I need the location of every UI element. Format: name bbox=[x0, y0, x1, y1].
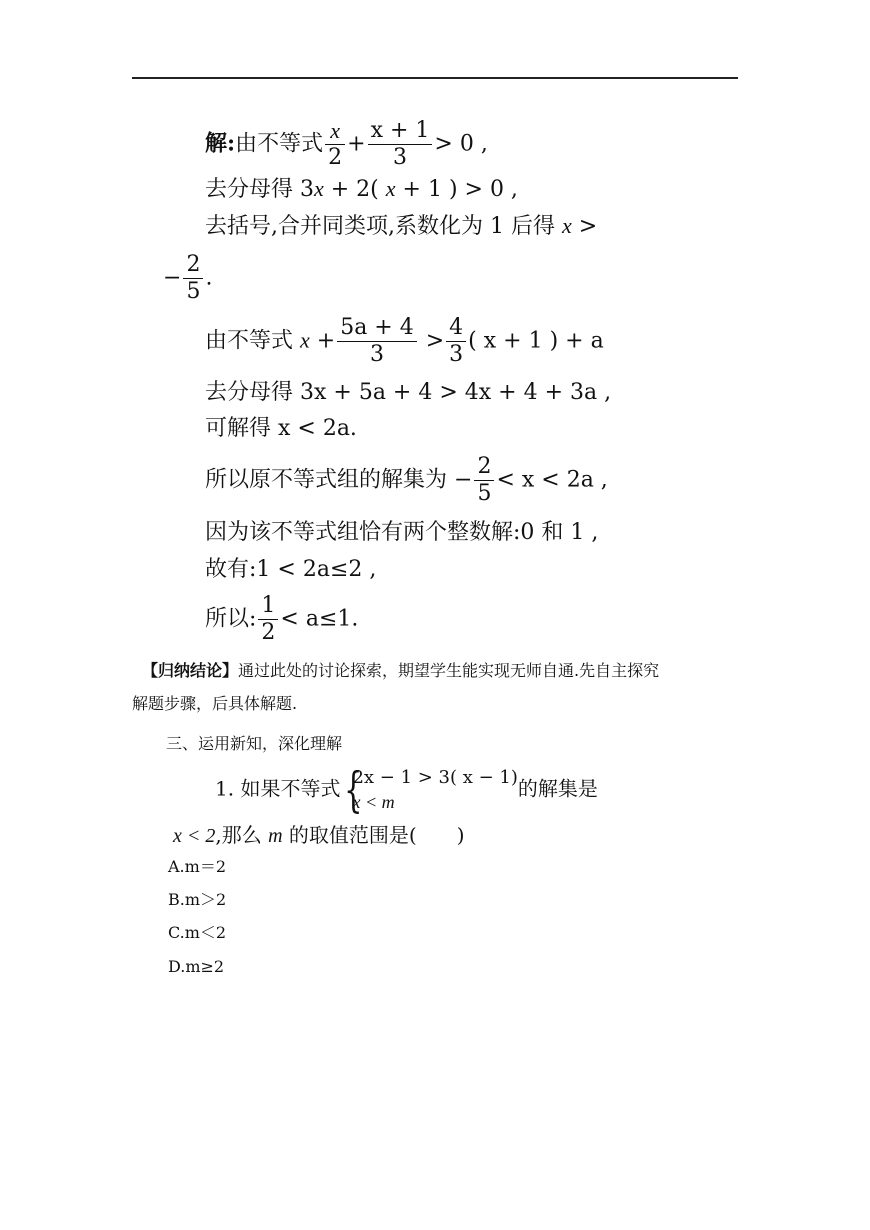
section-heading: 三、运用新知，深化理解 bbox=[166, 734, 343, 753]
variable: x bbox=[385, 176, 396, 201]
plus-sign: + bbox=[347, 131, 366, 157]
numerator: x bbox=[325, 118, 345, 145]
text: 去括号,合并同类项,系数化为 1 后得 bbox=[205, 214, 562, 239]
text: < x < 2a , bbox=[496, 467, 608, 493]
option-d[interactable]: D.m≥2 bbox=[168, 957, 225, 976]
variable: m bbox=[268, 825, 283, 847]
fraction-1-over-2 bbox=[258, 593, 278, 646]
solution-line-7: 可解得 x < 2a. bbox=[205, 416, 357, 441]
fraction-2-over-5 bbox=[183, 252, 203, 305]
denominator: 3 bbox=[449, 342, 464, 367]
variable: x bbox=[314, 176, 324, 201]
solution-line-5 bbox=[205, 315, 604, 368]
numerator: 2 bbox=[183, 252, 203, 279]
text: ,那么 bbox=[215, 823, 269, 847]
option-a[interactable]: A.m＝2 bbox=[168, 857, 226, 876]
fraction-2-over-5 bbox=[474, 454, 494, 507]
option-b[interactable]: B.m＞2 bbox=[168, 890, 227, 909]
plus-sign: + bbox=[309, 328, 336, 354]
numerator: 4 bbox=[446, 315, 466, 342]
conclusion-line-2: 解题步骤，后具体解题. bbox=[132, 694, 298, 713]
denominator: 3 bbox=[369, 342, 384, 367]
conclusion-tag: 【归纳结论】 bbox=[142, 661, 239, 680]
text: + 1 ) > 0 , bbox=[395, 177, 518, 202]
variable: x bbox=[300, 327, 310, 353]
fraction-5a-plus-4-over-3 bbox=[337, 315, 417, 368]
numerator: 5a + 4 bbox=[337, 315, 417, 342]
question-number: 1. 如果不等式 bbox=[215, 776, 341, 801]
text: > 0 , bbox=[434, 131, 488, 157]
fraction-x-over-2 bbox=[325, 118, 345, 171]
text: 所以: bbox=[205, 606, 257, 632]
text: 由不等式 bbox=[205, 328, 300, 354]
solution-line-8 bbox=[205, 454, 608, 507]
conclusion-text: 通过此处的讨论探索，期望学生能实现无师自通.先自主探究 bbox=[238, 661, 660, 680]
numerator: 1 bbox=[258, 593, 278, 620]
solution-label: 解 bbox=[205, 130, 228, 157]
text: 由不等式 bbox=[235, 131, 324, 157]
text: > bbox=[571, 214, 598, 239]
text: + 2( bbox=[323, 177, 386, 202]
fraction-x-plus-1-over-3 bbox=[368, 118, 433, 171]
variable: x bbox=[561, 213, 572, 238]
fraction-4-over-3 bbox=[446, 315, 466, 368]
system-row-1: 2x − 1 > 3( x − 1) bbox=[352, 767, 518, 788]
solution-line-10: 故有:1 < 2a≤2 , bbox=[205, 557, 377, 582]
solution-colon: : bbox=[227, 130, 236, 157]
inequality-system bbox=[340, 762, 518, 818]
text: x < 2 bbox=[173, 825, 216, 847]
text: 的解集是 bbox=[517, 776, 598, 801]
text: 去分母得 3 bbox=[205, 177, 314, 202]
denominator: 5 bbox=[186, 279, 201, 304]
solution-line-1 bbox=[205, 118, 488, 171]
greater-sign: > bbox=[418, 328, 445, 354]
denominator: 5 bbox=[477, 481, 492, 506]
solution-line-11 bbox=[205, 593, 358, 646]
numerator: x + 1 bbox=[368, 118, 433, 145]
text: < a≤1. bbox=[280, 606, 359, 632]
conclusion-line-1 bbox=[142, 659, 659, 683]
text: ) bbox=[456, 823, 465, 847]
option-c[interactable]: C.m＜2 bbox=[168, 923, 227, 942]
solution-line-4 bbox=[163, 252, 212, 305]
header-rule bbox=[132, 77, 738, 79]
solution-line-2 bbox=[205, 174, 518, 205]
solution-line-6: 去分母得 3x + 5a + 4 > 4x + 4 + 3a , bbox=[205, 380, 612, 405]
text: . bbox=[205, 265, 213, 291]
brace-icon: { bbox=[344, 762, 363, 818]
question-line-1 bbox=[215, 762, 598, 818]
minus-sign: − bbox=[163, 265, 182, 291]
solution-line-9: 因为该不等式组恰有两个整数解:0 和 1 , bbox=[205, 520, 599, 545]
text: 的取值范围是( bbox=[282, 823, 417, 847]
denominator: 2 bbox=[261, 620, 276, 645]
solution-line-3 bbox=[205, 211, 597, 242]
text: ( x + 1 ) + a bbox=[468, 328, 604, 354]
system-row-2: x < m bbox=[352, 792, 395, 812]
denominator: 2 bbox=[328, 145, 343, 170]
numerator: 2 bbox=[474, 454, 494, 481]
text: 所以原不等式组的解集为 − bbox=[205, 467, 473, 493]
denominator: 3 bbox=[393, 145, 407, 170]
question-line-2 bbox=[173, 820, 465, 851]
